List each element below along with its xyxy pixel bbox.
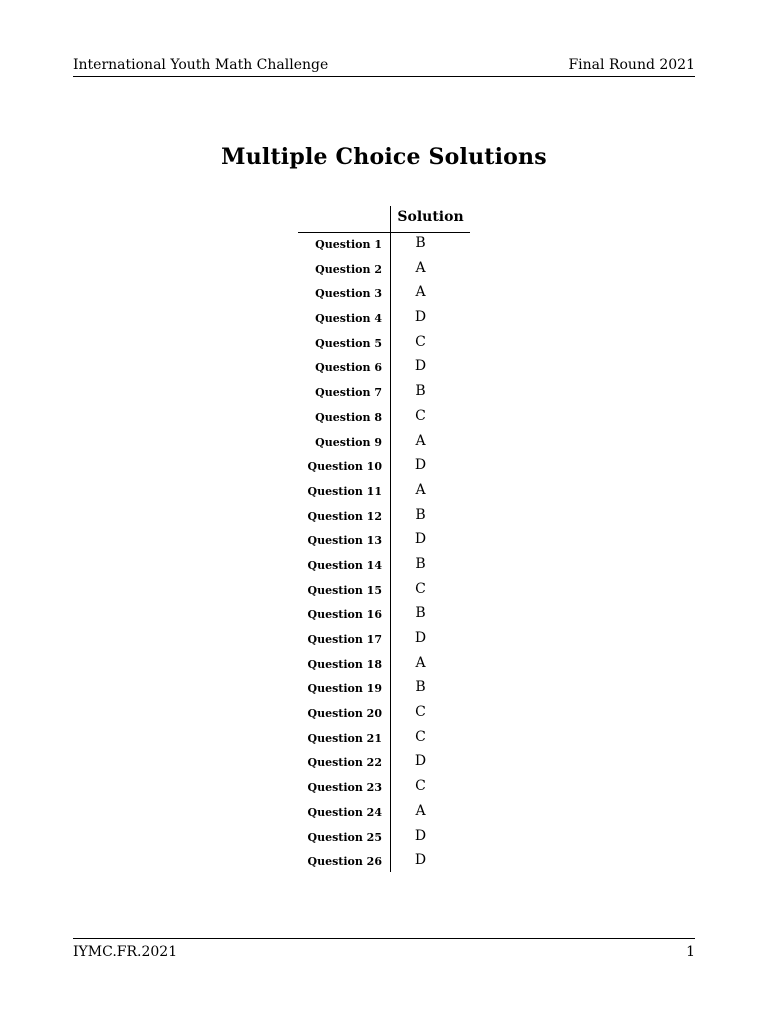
solution-value: A bbox=[415, 802, 426, 819]
question-label: Question 14 bbox=[307, 558, 382, 572]
table-row bbox=[298, 307, 470, 332]
table-row bbox=[298, 332, 470, 357]
table-row bbox=[298, 529, 470, 554]
solution-value: C bbox=[415, 333, 426, 350]
question-label: Question 17 bbox=[307, 633, 382, 646]
table-row bbox=[298, 850, 470, 875]
question-label: Question 1 bbox=[315, 238, 382, 251]
question-label: Question 20 bbox=[307, 707, 382, 721]
page-header bbox=[73, 56, 695, 77]
table-row bbox=[298, 677, 470, 702]
question-label: Question 5 bbox=[315, 336, 382, 350]
table-row bbox=[298, 381, 470, 406]
question-label: Question 6 bbox=[315, 361, 382, 375]
table-row bbox=[298, 431, 470, 456]
table-row bbox=[298, 505, 470, 530]
solution-value: A bbox=[415, 481, 426, 498]
footer-document-id: IYMC.FR.2021 bbox=[73, 944, 178, 960]
question-label: Question 26 bbox=[307, 855, 382, 869]
table-row bbox=[298, 801, 470, 826]
question-label: Question 13 bbox=[307, 534, 382, 548]
solution-value: A bbox=[415, 432, 426, 449]
table-row bbox=[298, 258, 470, 283]
question-label: Question 8 bbox=[315, 410, 382, 424]
question-label: Question 4 bbox=[315, 312, 382, 326]
solution-value: D bbox=[414, 457, 427, 474]
question-label: Question 22 bbox=[307, 756, 382, 770]
table-row bbox=[298, 554, 470, 579]
question-label: Question 24 bbox=[307, 805, 382, 819]
table-row bbox=[298, 406, 470, 431]
question-label: Question 11 bbox=[307, 484, 382, 498]
solution-value: D bbox=[414, 531, 427, 548]
solution-value: B bbox=[415, 506, 426, 523]
solution-value: A bbox=[415, 259, 426, 276]
solution-value: D bbox=[414, 309, 427, 326]
question-label: Question 2 bbox=[315, 262, 382, 276]
solution-value: A bbox=[415, 654, 426, 671]
table-row bbox=[298, 455, 470, 480]
table-row bbox=[298, 702, 470, 727]
table-row bbox=[298, 603, 470, 628]
header-competition-name: International Youth Math Challenge bbox=[73, 57, 329, 73]
solution-value: D bbox=[414, 753, 427, 770]
table-body bbox=[298, 233, 470, 875]
question-label: Question 23 bbox=[307, 781, 382, 795]
table-row bbox=[298, 776, 470, 801]
table-row bbox=[298, 826, 470, 851]
question-label: Question 10 bbox=[307, 460, 382, 474]
question-label: Question 18 bbox=[307, 657, 382, 671]
solution-column-header: Solution bbox=[397, 209, 464, 225]
solution-value: D bbox=[414, 827, 427, 844]
solution-value: C bbox=[415, 778, 426, 795]
solutions-table bbox=[298, 206, 470, 872]
header-round-label: Final Round 2021 bbox=[568, 57, 695, 73]
table-row bbox=[298, 628, 470, 653]
question-label: Question 12 bbox=[307, 509, 382, 523]
question-label: Question 16 bbox=[307, 608, 382, 622]
question-label: Question 9 bbox=[315, 435, 382, 449]
question-label: Question 19 bbox=[307, 682, 382, 696]
footer-page-number: 1 bbox=[686, 944, 695, 960]
solution-value: A bbox=[415, 284, 426, 301]
question-label: Question 7 bbox=[315, 386, 382, 400]
page-footer bbox=[73, 938, 695, 963]
solution-value: B bbox=[415, 383, 426, 400]
table-row bbox=[298, 653, 470, 678]
question-label: Question 3 bbox=[315, 287, 382, 301]
solution-value: C bbox=[415, 580, 426, 597]
solution-value: C bbox=[415, 728, 426, 745]
table-row bbox=[298, 233, 470, 258]
table-row bbox=[298, 282, 470, 307]
table-row bbox=[298, 356, 470, 381]
solution-value: C bbox=[415, 704, 426, 721]
solution-value: B bbox=[415, 235, 426, 251]
page-title: Multiple Choice Solutions bbox=[221, 144, 547, 170]
solution-value: D bbox=[414, 630, 427, 646]
table-row bbox=[298, 727, 470, 752]
table-row bbox=[298, 480, 470, 505]
question-label: Question 21 bbox=[307, 731, 382, 745]
solution-value: D bbox=[414, 358, 427, 375]
solution-value: B bbox=[415, 605, 426, 622]
solution-value: B bbox=[415, 679, 426, 696]
solution-value: D bbox=[414, 852, 427, 869]
question-label: Question 25 bbox=[307, 830, 382, 844]
solution-value: C bbox=[415, 407, 426, 424]
table-row bbox=[298, 751, 470, 776]
solution-value: B bbox=[415, 555, 426, 572]
table-row bbox=[298, 579, 470, 604]
question-label: Question 15 bbox=[307, 583, 382, 597]
